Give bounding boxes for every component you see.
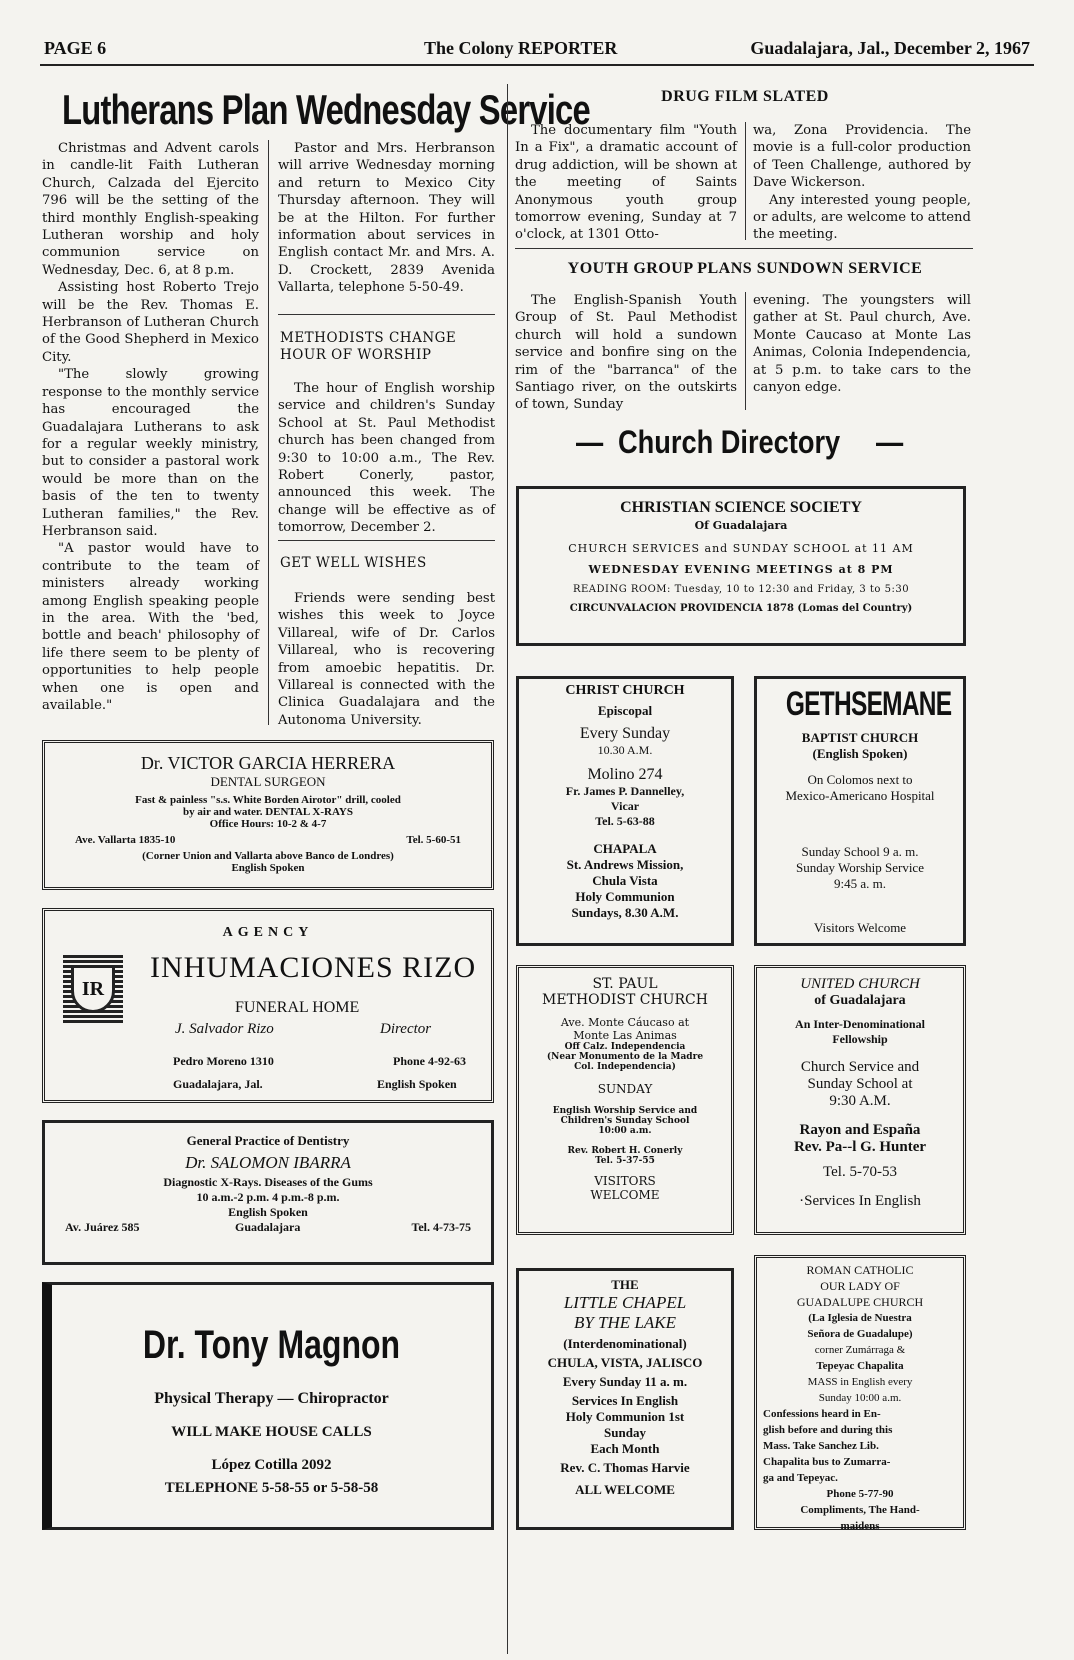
lc-line: THE [611, 1277, 639, 1292]
rc-line: corner Zumárraga & [814, 1344, 906, 1356]
cc-line: Fr. James P. Dannelley, [565, 784, 685, 798]
uc-line: Sunday School at [807, 1076, 913, 1092]
drugfilm-head: DRUG FILM SLATED [661, 88, 829, 105]
cc-line: CHAPALA [593, 841, 657, 856]
little-chapel-ad [516, 1268, 734, 1530]
getwell-head: GET WELL WISHES [280, 555, 427, 571]
garcia-line: by air and water. DENTAL X-RAYS [183, 806, 353, 818]
sp-line: SUNDAY [597, 1082, 653, 1096]
paper-name: The Colony REPORTER [424, 38, 618, 58]
rc-line: (La Iglesia de Nuestra [808, 1312, 912, 1324]
cs-line: CIRCUNVALACION PROVIDENCIA 1878 (Lomas del Country) [569, 603, 913, 614]
cc-line: Tel. 5-63-88 [595, 814, 655, 828]
geth-line: On Colomos next to [807, 772, 913, 787]
sp-line: ST. PAUL [592, 976, 658, 992]
rc-line: ROMAN CATHOLIC [806, 1263, 914, 1277]
uc-line: Rayon and España [799, 1122, 921, 1138]
page-divider [507, 84, 508, 1654]
rc-line: Confessions heard in En- [763, 1408, 881, 1420]
sp-line: English Worship Service and [552, 1106, 698, 1116]
youth-col2 [753, 292, 971, 396]
lutherans-col2 [278, 140, 495, 297]
cs-title: CHRISTIAN SCIENCE SOCIETY [620, 499, 862, 516]
garcia-ad [42, 740, 494, 890]
lc-line: BY THE LAKE [573, 1313, 677, 1332]
ibarra-line: General Practice of Dentistry [186, 1133, 350, 1148]
divider [278, 314, 495, 315]
ibarra-tel: Tel. 4-73-75 [411, 1220, 471, 1234]
rc-line: ga and Tepeyac. [763, 1472, 838, 1484]
page-number: PAGE 6 [44, 38, 107, 58]
cs-line: READING ROOM: Tuesday, 10 to 12:30 and Friday, 3 to 5:30 [572, 584, 910, 595]
sp-line: 10:00 a.m. [598, 1126, 652, 1136]
paragraph: Friends were sending best wishes this week to Joyce Villareal, wife of Dr. Carlos Villareal, who is recovering from amoebic hepatitis. Dr. Villareal is connected with the Clinica Guadalajara and the Autonoma University. [278, 591, 495, 728]
lc-line: Sunday [604, 1425, 646, 1440]
garcia-line: DENTAL SURGEON [210, 774, 326, 789]
rizo-address: Pedro Moreno 1310 [173, 1054, 274, 1068]
rizo-funeral: FUNERAL HOME [235, 999, 360, 1016]
rc-line: Mass. Take Sanchez Lib. [763, 1440, 879, 1452]
paragraph: Assisting host Roberto Trejo will be the Rev. Thomas E. Herbranson of Lutheran Church of the Good Shepherd in Mexico City. [42, 280, 259, 365]
paragraph: The documentary film "Youth In a Fix", a dramatic account of drug addiction, will be shown at the meeting of Saints Anonymous youth group tomorrow evening, Sunday at 7 o'clock, at 1301 Otto- [515, 123, 737, 243]
drugfilm-col2 [753, 122, 971, 244]
methodists-head: METHODISTS CHANGE HOUR OF WORSHIP [280, 330, 457, 363]
geth-line: Visitors Welcome [813, 920, 907, 935]
lc-line: Every Sunday 11 a. m. [562, 1374, 688, 1389]
uc-line: ·Services In English [799, 1193, 921, 1209]
rc-line: Sunday 10:00 a.m. [818, 1392, 902, 1404]
magnon-line: TELEPHONE 5-58-55 or 5-58-58 [164, 1480, 379, 1496]
lc-line: ALL WELCOME [575, 1482, 675, 1497]
paragraph: "The slowly growing response to the monthly service has encouraged the Guadalajara Lutherans to ask for a regular weekly ministry, but to consider a pastoral work would be more than on the basis of the ten to twenty Lutheran families," the Rev. Herbranson said. [42, 367, 259, 539]
rc-line: Chapalita bus to Zumarra- [763, 1456, 891, 1468]
garcia-address: Ave. Vallarta 1835-10 [75, 834, 176, 846]
uc-line: Rev. Pa--l G. Hunter [793, 1139, 927, 1155]
ibarra-line: Dr. SALOMON IBARRA [185, 1153, 351, 1172]
uc-line: of Guadalajara [814, 993, 906, 1008]
divider [278, 540, 495, 541]
directory-title: Church Directory [618, 424, 841, 460]
geth-line: BAPTIST CHURCH [801, 730, 919, 745]
rc-line: Compliments, The Hand- [800, 1504, 920, 1516]
st-paul-ad [516, 965, 734, 1235]
uc-line: Tel. 5-70-53 [823, 1164, 897, 1180]
dateline: Guadalajara, Jal., December 2, 1967 [750, 38, 1030, 58]
youth-col1 [515, 292, 737, 414]
sp-line: Tel. 5-37-55 [595, 1156, 655, 1166]
ibarra-ad [42, 1120, 494, 1265]
uc-line: Church Service and [800, 1059, 920, 1075]
garcia-line: Office Hours: 10-2 & 4-7 [209, 818, 327, 830]
magnon-line: WILL MAKE HOUSE CALLS [171, 1424, 372, 1440]
lutherans-col1 [42, 140, 259, 714]
ibarra-line: 10 a.m.-2 p.m. 4 p.m.-8 p.m. [196, 1190, 340, 1204]
sp-line: Children's Sunday School [560, 1116, 690, 1126]
garcia-line: Fast & painless "s.s. White Borden Airotor" drill, cooled [135, 794, 401, 806]
geth-line: Sunday School 9 a. m. [801, 844, 919, 859]
sp-line: Col. Independencia) [574, 1062, 676, 1072]
directory-dash-left: — [576, 424, 604, 460]
sp-line: (Near Monumento de la Madre [546, 1052, 704, 1062]
methodists-body [278, 380, 495, 537]
rc-line: GUADALUPE CHURCH [796, 1295, 924, 1309]
garcia-line: (Corner Union and Vallarta above Banco de Londres) [142, 850, 394, 862]
column-divider [745, 122, 746, 240]
sp-line: Rev. Robert H. Conerly [567, 1146, 683, 1156]
lc-line: Each Month [590, 1441, 660, 1456]
geth-line: Sunday Worship Service [796, 860, 924, 875]
rc-line: Señora de Guadalupe) [807, 1328, 913, 1340]
sp-line: VISITORS [594, 1174, 656, 1188]
directory-heading [576, 424, 976, 468]
ibarra-line: English Spoken [228, 1205, 308, 1219]
lc-line: LITTLE CHAPEL [563, 1293, 687, 1312]
sp-line: Off Calz. Independencia [564, 1042, 686, 1052]
magnon-ad [42, 1282, 494, 1530]
cc-line: Every Sunday [579, 725, 671, 742]
paragraph: evening. The youngsters will gather at St. Paul church, Ave. Monte Caucaso at Monte Las Animas, Colonia Independencia, at 5 p.m. to take cars to the canyon edge. [753, 293, 971, 396]
rizo-director: Director [380, 1021, 432, 1037]
lc-line: Holy Communion 1st [565, 1409, 685, 1424]
lc-line: (Interdenominational) [563, 1336, 687, 1351]
youth-head: YOUTH GROUP PLANS SUNDOWN SERVICE [567, 260, 923, 277]
rc-line: maidens [840, 1520, 880, 1532]
united-church-ad [754, 965, 966, 1235]
rc-line: MASS in English every [807, 1376, 913, 1388]
cc-line: Holy Communion [575, 889, 675, 904]
roman-catholic-ad [754, 1255, 966, 1530]
magnon-name: Dr. Tony Magnon [142, 1323, 401, 1367]
rc-line: Tepeyac Chapalita [816, 1360, 904, 1372]
rizo-logo [63, 955, 123, 1025]
sp-line: Monte Las Animas [573, 1029, 677, 1042]
cc-line: Chula Vista [592, 873, 658, 888]
magnon-line: López Cotilla 2092 [211, 1457, 332, 1473]
paragraph: Pastor and Mrs. Herbranson will arrive Wednesday morning and return to Mexico City Thursday afternoon. They will be at the Hilton. For further information about services in English contact Mr. and Mrs. A. D. Crockett, 2839 Avenida Vallarta, telephone 5-50-49. [278, 141, 495, 296]
rizo-phone: Phone 4-92-63 [393, 1054, 466, 1068]
ibarra-line: Diagnostic X-Rays. Diseases of the Gums [163, 1175, 373, 1189]
rizo-logo-letters: IR [71, 965, 115, 1013]
rizo-ad [42, 908, 494, 1103]
lc-line: Rev. C. Thomas Harvie [560, 1460, 690, 1475]
uc-line: 9:30 A.M. [829, 1093, 891, 1109]
gethsemane-title: GETHSEMANE [785, 685, 952, 723]
paragraph: The hour of English worship service and children's Sunday School at St. Paul Methodist church has been changed from 9:30 to 10:00 a.m., The Rev. Robert Conerly, pastor, announced this week. The change will be effective as of tomorrow, December 2. [278, 381, 495, 536]
garcia-line: English Spoken [231, 862, 305, 874]
paragraph: "A pastor would have to contribute to the team of ministers already working among English speaking people in the area. With the 'bed, bottle and beach' philosophy of life there seem to be plenty of opportunities to help people when one is open and available." [42, 541, 259, 713]
garcia-line: Dr. VICTOR GARCIA HERRERA [140, 753, 396, 773]
drugfilm-col1 [515, 122, 737, 244]
christ-church-ad [516, 676, 734, 946]
garcia-tel: Tel. 5-60-51 [406, 834, 461, 846]
lc-line: Services In English [571, 1393, 679, 1408]
geth-line: Mexico-Americano Hospital [785, 788, 935, 803]
ibarra-city: Guadalajara [235, 1220, 301, 1234]
uc-line: Fellowship [832, 1032, 888, 1046]
rizo-name: J. Salvador Rizo [175, 1021, 274, 1037]
cc-line: 10.30 A.M. [597, 743, 653, 757]
getwell-body [278, 590, 495, 729]
magnon-line: Physical Therapy — Chiropractor [154, 1390, 389, 1407]
cs-line: CHURCH SERVICES and SUNDAY SCHOOL at 11 AM [568, 542, 914, 555]
paragraph: Christmas and Advent carols in candle-lit Faith Lutheran Church, Calzada del Ejercito 796 will be the setting of the third monthly English-speaking Lutheran worship and holy communion service on Wednesday, Dec. 6, at 8 p.m. [42, 141, 259, 278]
divider [515, 248, 973, 249]
lc-line: CHULA, VISTA, JALISCO [547, 1355, 703, 1370]
sp-line: WELCOME [590, 1188, 660, 1202]
rizo-title: INHUMACIONES RIZO [150, 951, 477, 984]
geth-line: 9:45 a. m. [834, 876, 886, 891]
gethsemane-ad [754, 676, 966, 946]
uc-line: UNITED CHURCH [800, 976, 920, 992]
paragraph: The English-Spanish Youth Group of St. Paul Methodist church will hold a sundown service and bonfire sing on the rim of the "barranca" of the Santiago river, on the outskirts of town, Sunday [515, 293, 737, 413]
paragraph: wa, Zona Providencia. The movie is a full-color production of Teen Challenge, authored by Dave Wickerson. [753, 123, 971, 191]
uc-line: An Inter-Denominational [795, 1017, 925, 1031]
cc-line: Sundays, 8.30 A.M. [571, 905, 679, 920]
directory-dash-right: — [876, 424, 904, 460]
cs-line: WEDNESDAY EVENING MEETINGS at 8 PM [588, 563, 894, 576]
rizo-english: English Spoken [377, 1077, 457, 1091]
ibarra-address: Av. Juárez 585 [65, 1220, 140, 1234]
rc-line: glish before and during this [763, 1424, 893, 1436]
cc-line: Molino 274 [587, 766, 663, 783]
cc-line: Vicar [610, 799, 640, 813]
cc-line: CHRIST CHURCH [565, 683, 685, 698]
paragraph: Any interested young people, or adults, are welcome to attend the meeting. [753, 192, 971, 243]
column-divider [268, 140, 269, 725]
header-rule [40, 64, 1034, 66]
christian-science-ad [516, 486, 966, 646]
column-divider [745, 292, 746, 410]
sp-line: METHODIST CHURCH [542, 992, 708, 1008]
sp-line: Ave. Monte Cáucaso at [560, 1016, 690, 1029]
rc-line: OUR LADY OF [820, 1279, 900, 1293]
rc-line: Phone 5-77-90 [826, 1488, 894, 1500]
rizo-agency: AGENCY [222, 925, 314, 940]
cc-line: Episcopal [597, 703, 653, 718]
geth-line: (English Spoken) [812, 746, 908, 761]
cs-of: Of Guadalajara [694, 519, 788, 532]
rizo-city: Guadalajara, Jal. [173, 1077, 263, 1091]
lutherans-headline: Lutherans Plan Wednesday Service [62, 86, 590, 133]
cc-line: St. Andrews Mission, [566, 857, 684, 872]
